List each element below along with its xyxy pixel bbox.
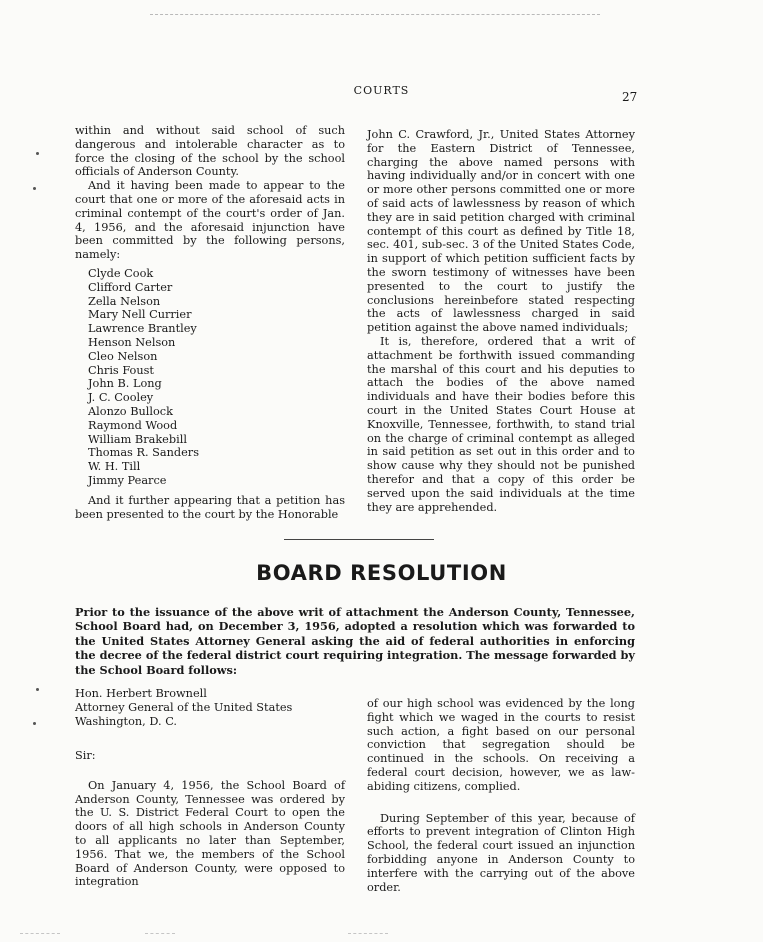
paragraph: And it having been made to appear to the court that one or more of the aforesaid acts in criminal contempt of the court's order of Jan. 4, 1956, and the aforesaid injunction have been committed by the following persons, namely: (75, 179, 345, 262)
margin-mark (33, 187, 36, 190)
paragraph: of our high school was evidenced by the long fight which we waged in the courts to resist such action, a fight based on our personal conviction that segregation should be continued in the schools. On receiving a federal court decision, however, we as law-abiding citizens, complied. (367, 697, 635, 793)
paragraph: within and without said school of such dangerous and intolerable character as to force the closing of the school by the school officials of Anderson County. (75, 124, 345, 179)
named-persons-list (88, 267, 345, 488)
person-name: William Brakebill (88, 432, 187, 446)
paragraph: John C. Crawford, Jr., United States Attorney for the Eastern District of Tennessee, charging the above named persons with having individually and/or in concert with one or more other persons committed one or more of said acts of lawlessness by reason of which they are in said petition charged with criminal contempt of this court as defined by Title 18, sec. 401, sub-sec. 3 of the United States Code, in support of which petition sufficient facts by the sworn testimony of witnesses have been presented to the court to justify the conclusions hereinbefore stated respecting the acts of lawlessness charged in said petition against the above named individuals; (367, 128, 635, 335)
person-name: Alonzo Bullock (88, 404, 173, 418)
paragraph: During September of this year, because of efforts to prevent integration of Clinton High School, the federal court issued an injunction forbidding anyone in Anderson County to interfere with the carrying out of the above order. (367, 811, 635, 894)
bottom-edge-scan-marks (348, 933, 388, 934)
margin-mark (36, 152, 39, 155)
person-name: Zella Nelson (88, 294, 161, 308)
person-name: Cleo Nelson (88, 349, 158, 363)
bottom-edge-scan-marks (20, 933, 60, 934)
person-name: J. C. Cooley (88, 391, 154, 405)
person-name: Clifford Carter (88, 280, 173, 294)
person-name: Raymond Wood (88, 418, 178, 432)
left-column-top (75, 124, 345, 521)
person-name: Clyde Cook (88, 266, 154, 280)
top-edge-scan-marks (150, 14, 600, 15)
person-name: Thomas R. Sanders (88, 446, 199, 460)
right-column-top (367, 128, 635, 514)
right-column-bottom (367, 697, 635, 894)
person-name: Chris Foust (88, 363, 154, 377)
paragraph: And it further appearing that a petition has been presented to the court by the Honorable (75, 493, 345, 521)
section-divider (284, 539, 434, 540)
section-preamble: Prior to the issuance of the above writ of attachment the Anderson County, Tennessee, School Board had, on December 3, 1956, adopted a resolution which was forwarded to the United States Attorney General asking the aid of federal authorities in enforcing the decree of the federal district court requiring integration. The message forwarded by the School Board follows: (75, 605, 635, 677)
person-name: John B. Long (88, 377, 162, 391)
person-name: Jimmy Pearce (88, 473, 167, 487)
margin-mark (33, 722, 36, 725)
person-name: Lawrence Brantley (88, 322, 197, 336)
addressee-title: Attorney General of the United States (75, 701, 293, 714)
left-column-bottom (75, 687, 345, 889)
paragraph: It is, therefore, ordered that a writ of attachment be forthwith issued commanding the marshal of this court and his deputies to attach the bodies of the above named individuals and have their bodies before this court in the United States Court House at Knoxville, Tennessee, forthwith, to stand trial on the charge of criminal contempt as alleged in said petition as set out in this order and to show cause why they should not be punished therefor and that a copy of this order be served upon the said individuals at the time they are apprehended. (367, 334, 635, 514)
margin-mark (36, 688, 39, 691)
person-name: Henson Nelson (88, 335, 176, 349)
running-head: COURTS (353, 84, 410, 97)
page-number: 27 (622, 90, 638, 104)
person-name: W. H. Till (88, 460, 141, 474)
bottom-edge-scan-marks (145, 933, 175, 934)
addressee-name: Hon. Herbert Brownell (75, 687, 207, 700)
paragraph: On January 4, 1956, the School Board of Anderson County, Tennessee was ordered by the U. S. District Federal Court to open the doors of all high schools in Anderson County to all applicants no later than September, 1956. That we, the members of the School Board of Anderson County, were opposed to integration (75, 778, 345, 889)
salutation: Sir: (75, 749, 96, 762)
addressee-city: Washington, D. C. (75, 715, 178, 728)
section-title: BOARD RESOLUTION (256, 561, 507, 585)
person-name: Mary Nell Currier (88, 308, 192, 322)
